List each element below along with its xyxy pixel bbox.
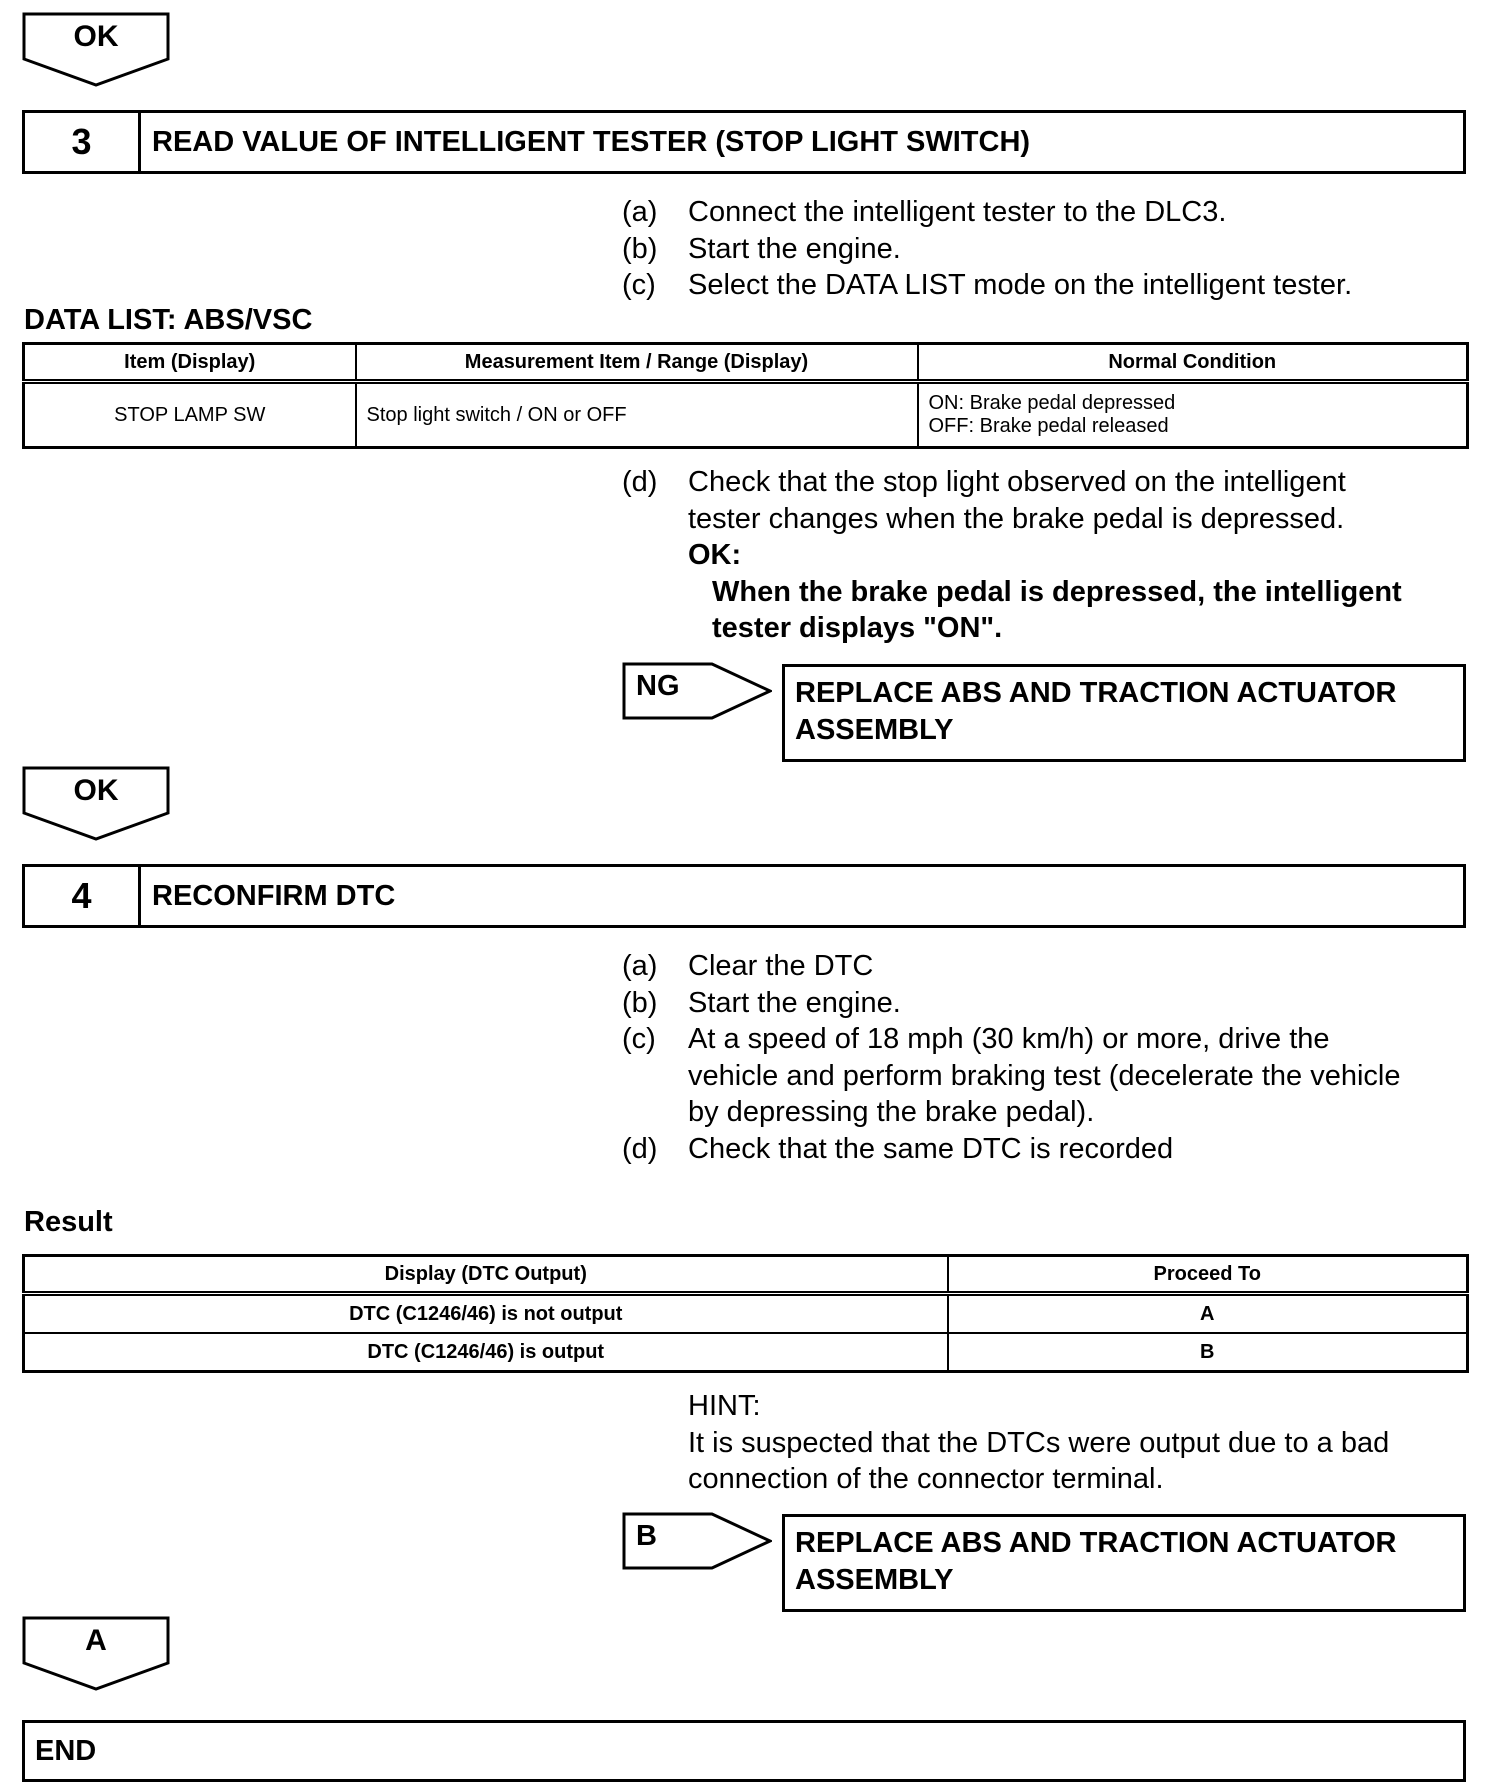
- hint-label: HINT:: [688, 1390, 761, 1422]
- result-table: [22, 1254, 1469, 1373]
- table-row: STOP LAMP SW Stop light switch / ON or OFF ON: Brake pedal depressed OFF: Brake pedal released: [24, 382, 1468, 448]
- list-item: (b) Start the engine.: [622, 986, 901, 1019]
- step-4-instructions: (a) Clear the DTC (b) Start the engine. (c) At a speed of 18 mph (30 km/h) or more, drive the vehicle and perform braking test (decelerate the vehicle by depressing the brake pedal). (d) Check that the same DTC is recorded: [622, 948, 1462, 1167]
- hint-block: HINT: It is suspected that the DTCs were output due to a bad connection of the connector terminal.: [688, 1388, 1468, 1498]
- step-4-header: [22, 864, 1466, 928]
- step-title: RECONFIRM DTC: [152, 879, 396, 912]
- ok-flow-tag: [22, 766, 170, 842]
- list-item: (a) Clear the DTC: [622, 950, 874, 982]
- ok-flow-tag: [22, 12, 170, 88]
- ng-result-box: REPLACE ABS AND TRACTION ACTUATOR ASSEMBLY: [782, 664, 1466, 762]
- table-row: DTC (C1246/46) is not output A: [24, 1294, 1468, 1334]
- step-3-instructions: [622, 194, 1462, 304]
- data-list-label: DATA LIST: ABS/VSC: [24, 304, 313, 336]
- b-result-box: REPLACE ABS AND TRACTION ACTUATOR ASSEMBLY: [782, 1514, 1466, 1612]
- ok-condition-label: OK:: [688, 539, 742, 571]
- step-number: 4: [25, 867, 141, 925]
- ng-flow-tag: NG: [622, 662, 772, 720]
- list-item: (d) Check that the same DTC is recorded: [622, 1132, 1174, 1165]
- end-bar: END: [22, 1720, 1466, 1782]
- result-label: Result: [24, 1206, 113, 1238]
- table-header-row: Item (Display) Measurement Item / Range (Display) Normal Condition: [24, 344, 1468, 382]
- step-number: 3: [25, 113, 141, 171]
- list-item: (d) Check that the stop light observed on the intelligent: [622, 466, 1346, 498]
- table-header-row: Display (DTC Output) Proceed To: [24, 1256, 1468, 1294]
- a-tag-label: A: [85, 1624, 107, 1657]
- data-list-table: [22, 342, 1469, 449]
- table-row: DTC (C1246/46) is output B: [24, 1333, 1468, 1372]
- b-flow-tag: B: [622, 1512, 772, 1570]
- a-flow-tag: [22, 1616, 170, 1692]
- step-title: READ VALUE OF INTELLIGENT TESTER (STOP LIGHT SWITCH): [152, 125, 1031, 158]
- list-item: (c) Select the DATA LIST mode on the intelligent tester.: [622, 269, 1353, 301]
- list-item: (a) Connect the intelligent tester to the DLC3.: [622, 196, 1227, 228]
- step-3-header: [22, 110, 1466, 174]
- ok-tag-label: OK: [73, 774, 119, 807]
- list-item: (b) Start the engine.: [622, 232, 901, 265]
- step-3-check: (d) Check that the stop light observed on the intelligent tester changes when the brake pedal is depressed. OK: When the brake pedal is depressed, the intelligent tester displays "ON".: [622, 464, 1462, 647]
- list-item: (c) At a speed of 18 mph (30 km/h) or more, drive the: [622, 1023, 1330, 1055]
- ok-tag-label: OK: [73, 20, 119, 53]
